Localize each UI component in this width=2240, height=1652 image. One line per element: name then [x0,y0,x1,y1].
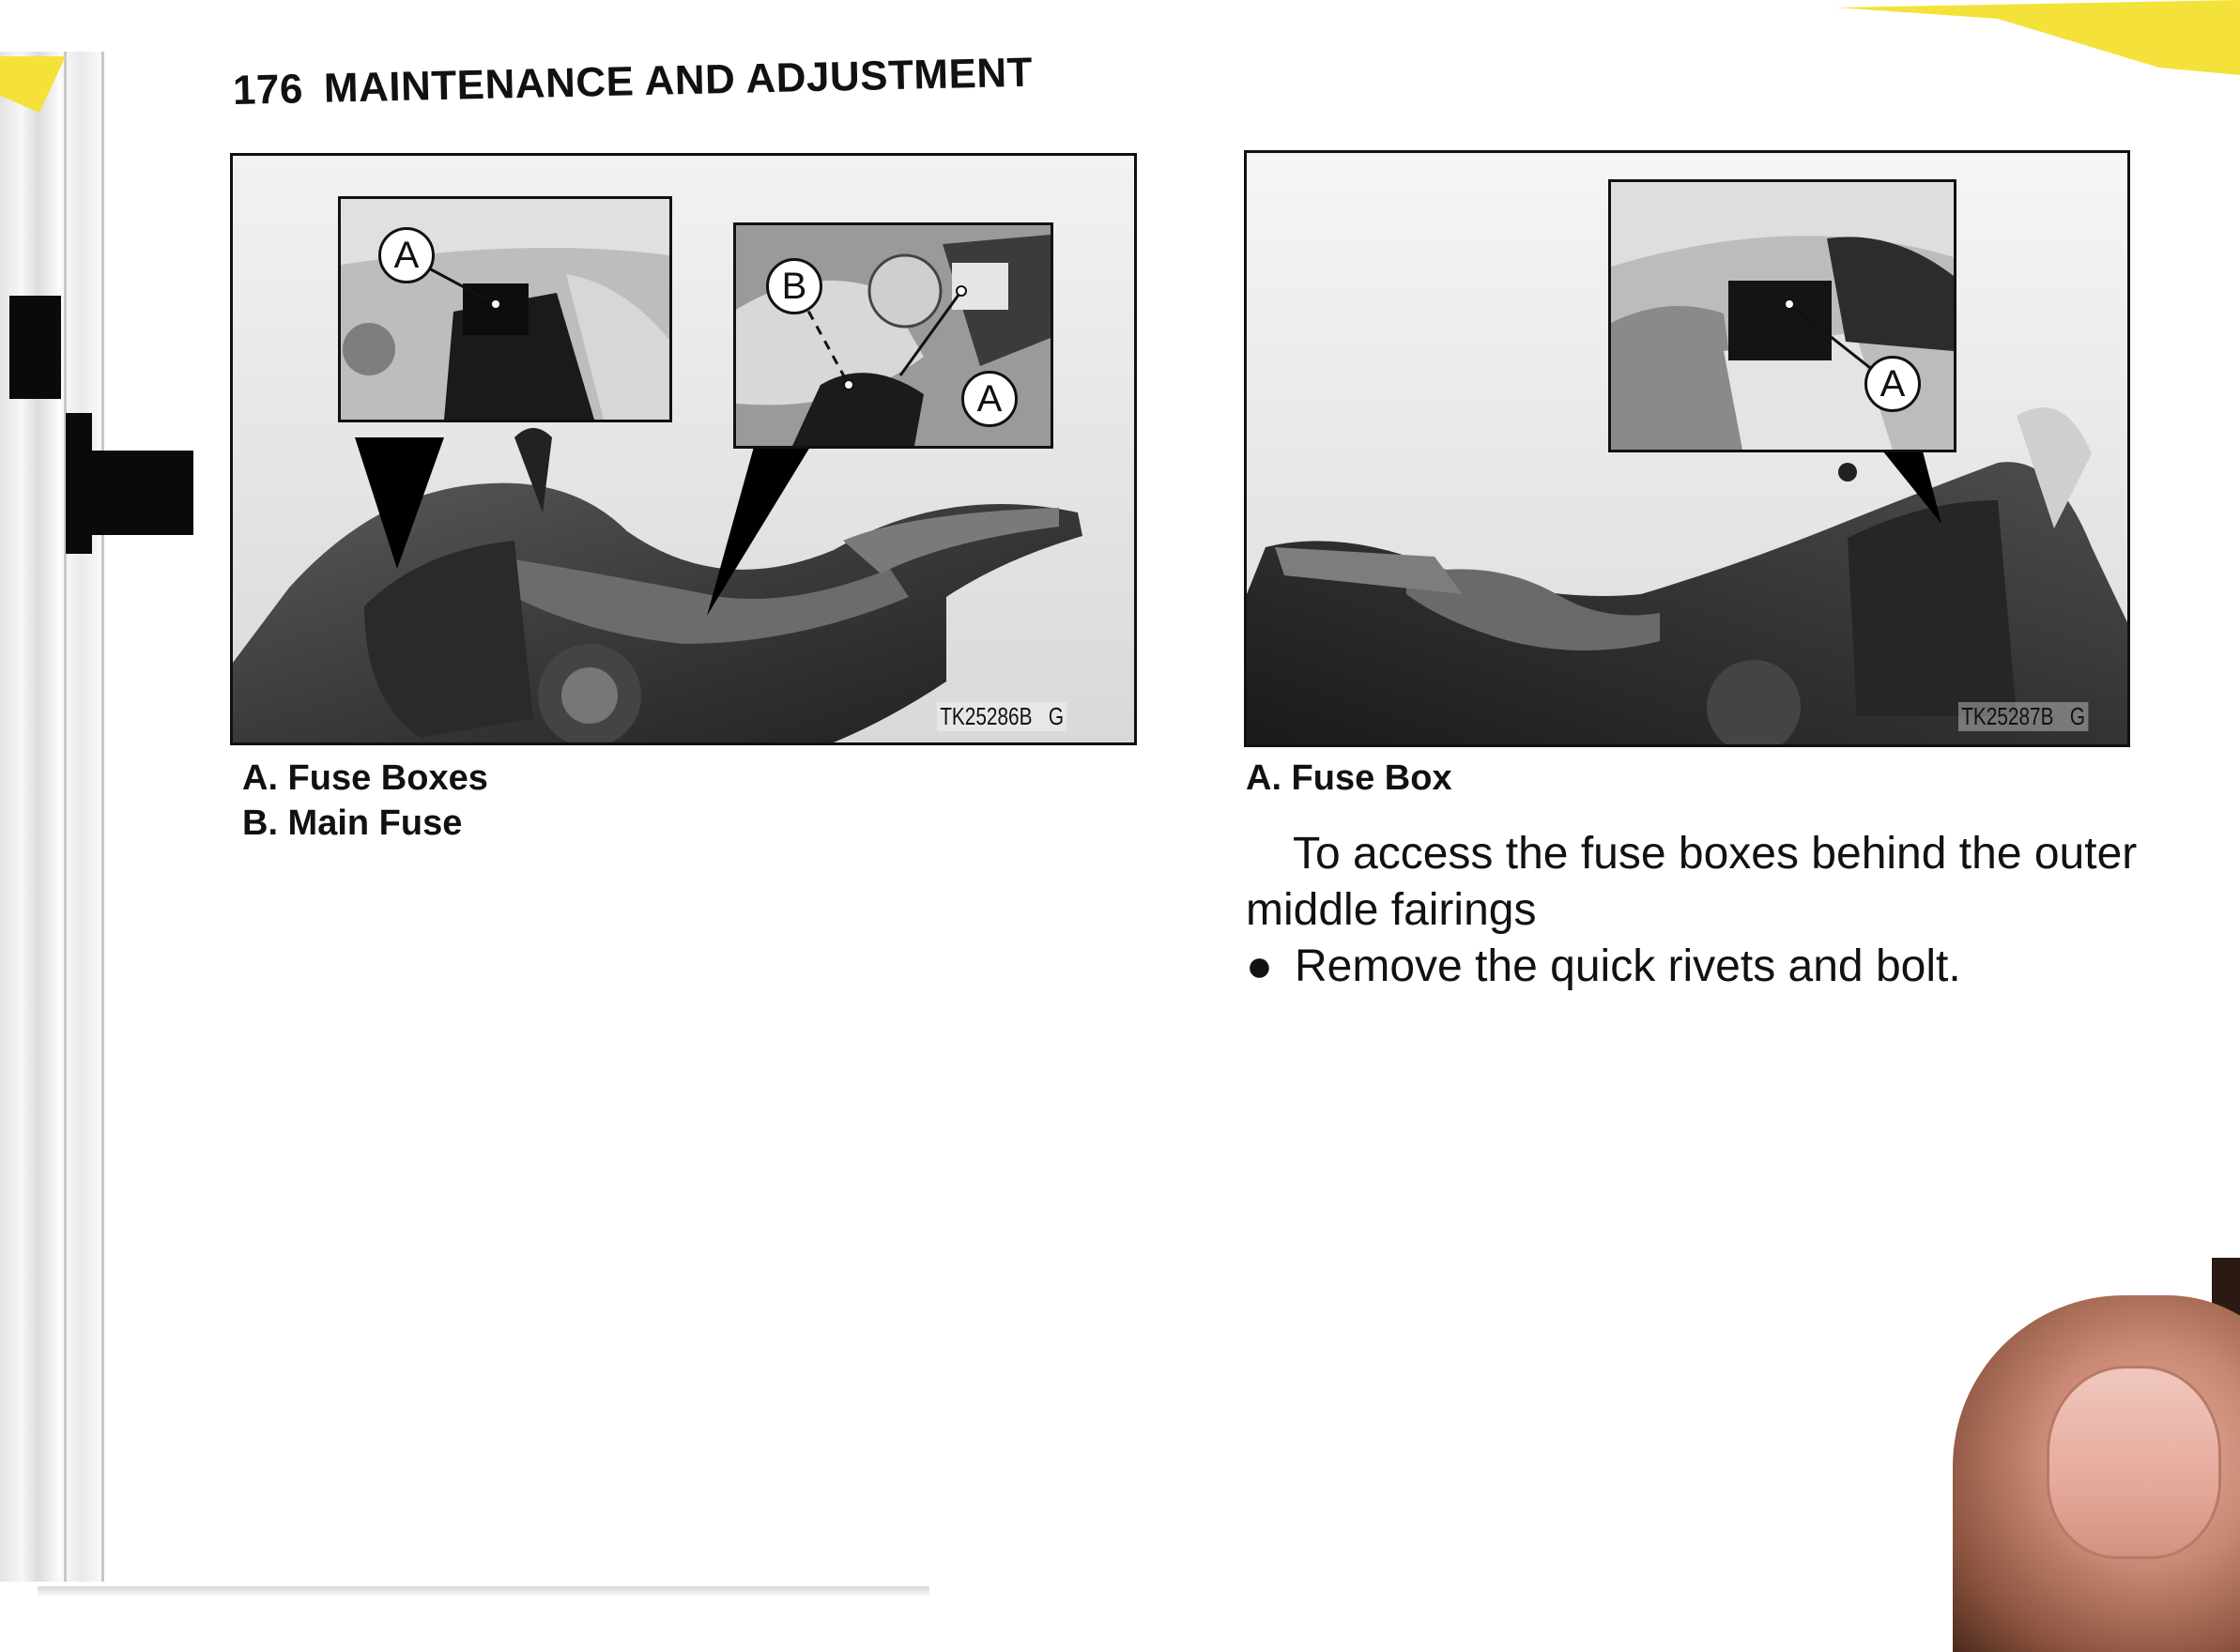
figure-code-suffix: G [2069,702,2086,730]
figure-code [937,702,1066,731]
fuse-box-right-figure [1244,150,2130,747]
figure-code [1958,702,2088,731]
caption-fuse-box: A. Fuse Box [1246,758,1452,798]
fuse-boxes-figure [230,153,1137,745]
sticky-tape-corner [1836,0,2240,75]
page-edge-line [64,52,67,1582]
bullet-text: Remove the quick rivets and bolt. [1295,941,1961,991]
inset-photo-main-fuse [733,222,1053,449]
figure-code-suffix: G [1048,702,1065,730]
figure-caption-list [1246,756,1452,801]
thumbnail-photo-artifact [2047,1366,2221,1559]
section-tab-marker [73,451,193,535]
bullet-dot-icon: ● [1246,941,1273,991]
page-bottom-edge [38,1586,929,1598]
figure-code-id: TK25287B [1961,702,2054,730]
inset-photo-fuse-box [338,196,672,422]
section-tab-marker [9,296,61,399]
page-number: 176 [232,66,304,114]
figure-caption-list [242,756,488,846]
bullet-item [1246,939,2147,995]
instruction-text [1246,826,2147,995]
figure-code-id: TK25286B [940,702,1033,730]
caption-fuse-boxes: A. Fuse Boxes [242,758,488,798]
callout-label-a: A [961,371,1018,427]
section-title: MAINTENANCE AND ADJUSTMENT [323,49,1034,112]
page-header [232,50,1033,115]
inset-photo-fuse-box [1608,179,1956,452]
book-binding-edge [0,52,108,1582]
callout-label-b: B [766,258,822,314]
callout-label-a: A [1864,356,1921,412]
page-edge-line [101,52,104,1582]
instruction-paragraph: To access the fuse boxes behind the outer middle fairings [1246,829,2138,935]
callout-label-a: A [378,227,435,283]
caption-main-fuse: B. Main Fuse [242,803,463,843]
